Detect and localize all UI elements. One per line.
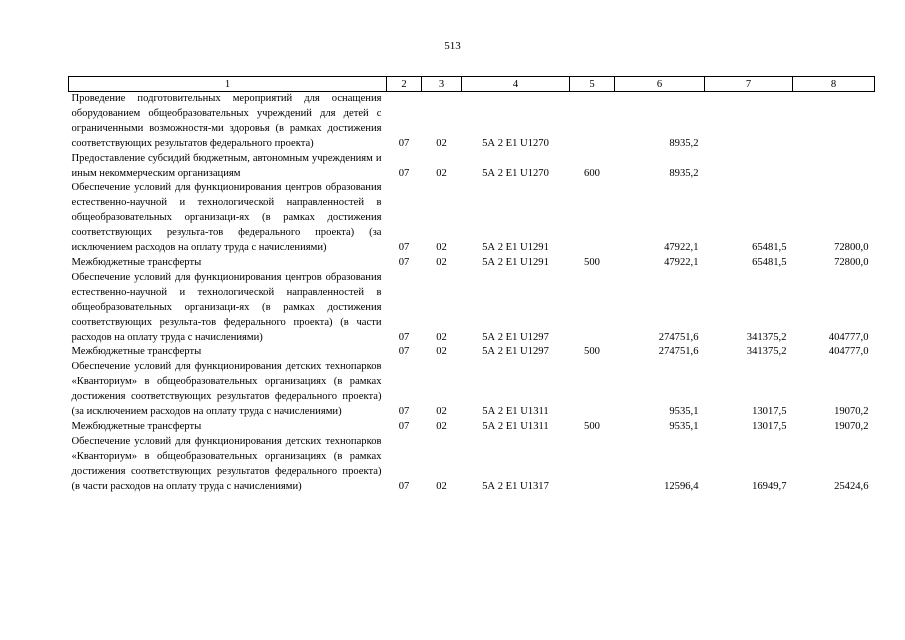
target-article-code: 5А 2 Е1 U1270 [482, 137, 549, 149]
section-code: 07 [398, 256, 410, 268]
subsection-code: 02 [436, 420, 447, 432]
table-row [69, 92, 875, 152]
expense-name: Обеспечение условий для функционирования детских технопарков «Кванториум» в общеобразовательных организациях (в рамках достижения соответствующих результатов федерального проекта) (за исключением расходов на оплату труда с начислениями) [71, 361, 382, 418]
expense-type-code [570, 360, 615, 420]
section-code: 07 [398, 167, 410, 179]
column-header: 1 [69, 77, 387, 92]
table-header [69, 77, 875, 92]
subsection-code: 02 [436, 406, 447, 418]
amount-year-2 [705, 152, 793, 182]
page-number: 513 [444, 40, 461, 52]
expense-type-code [570, 435, 615, 495]
section-code: 07 [398, 137, 410, 149]
amount-year-1: 8935,2 [669, 167, 699, 179]
subsection-code: 02 [436, 256, 447, 268]
table-row [69, 181, 875, 256]
amount-year-2: 13017,5 [752, 406, 787, 418]
table-row [69, 152, 875, 182]
expense-name: Предоставление субсидий бюджетным, автономным учреждениям и иным некоммерческим организациям [71, 152, 382, 179]
table-row [69, 360, 875, 420]
budget-table [68, 76, 875, 494]
section-code: 07 [398, 480, 410, 492]
section-code: 07 [398, 242, 410, 254]
amount-year-2: 65481,5 [752, 256, 787, 268]
amount-year-2: 13017,5 [752, 420, 787, 432]
expense-name: Обеспечение условий для функционирования детских технопарков «Кванториум» в общеобразовательных организациях (в рамках достижения соответствующих результатов федерального проекта) (в части расходов на оплату труда с начислениями) [71, 435, 382, 492]
table-row [69, 345, 875, 360]
amount-year-1: 47922,1 [664, 242, 699, 254]
section-code: 07 [398, 331, 410, 343]
target-article-code: 5А 2 Е1 U1297 [482, 346, 549, 358]
target-article-code: 5А 2 Е1 U1297 [482, 331, 549, 343]
amount-year-1: 274751,6 [658, 331, 699, 343]
expense-type-code: 500 [584, 256, 600, 268]
amount-year-3 [793, 92, 875, 152]
target-article-code: 5А 2 Е1 U1311 [482, 420, 549, 432]
amount-year-1: 12596,4 [664, 480, 699, 492]
amount-year-2: 65481,5 [752, 242, 787, 254]
table-row [69, 271, 875, 346]
expense-type-code: 500 [584, 420, 600, 432]
column-header: 6 [615, 77, 705, 92]
amount-year-1: 8935,2 [669, 137, 699, 149]
expense-name: Проведение подготовительных мероприятий для оснащения оборудованием общеобразовательных учреждений для детей с ограниченными возможностя-ми здоровья (в рамках достижения соответствующих результатов федерального проекта) [71, 93, 382, 149]
column-header: 2 [387, 77, 422, 92]
subsection-code: 02 [436, 137, 447, 149]
expense-type-code [570, 271, 615, 346]
subsection-code: 02 [436, 331, 447, 343]
table-body [69, 92, 875, 495]
table-row [69, 256, 875, 271]
amount-year-3: 19070,2 [834, 406, 869, 418]
target-article-code: 5А 2 Е1 U1270 [482, 167, 549, 179]
amount-year-2: 16949,7 [752, 480, 787, 492]
amount-year-2 [705, 92, 793, 152]
amount-year-1: 9535,1 [669, 420, 699, 432]
column-header: 7 [705, 77, 793, 92]
column-header: 3 [422, 77, 462, 92]
amount-year-2: 341375,2 [746, 331, 787, 343]
amount-year-2: 341375,2 [746, 346, 787, 358]
column-header: 8 [793, 77, 875, 92]
column-header: 4 [462, 77, 570, 92]
amount-year-3: 25424,6 [834, 480, 869, 492]
expense-name: Межбюджетные трансферты [71, 420, 202, 432]
target-article-code: 5А 2 Е1 U1317 [482, 480, 549, 492]
amount-year-3: 404777,0 [828, 346, 869, 358]
subsection-code: 02 [436, 346, 447, 358]
table-header-row [69, 77, 875, 92]
amount-year-3: 19070,2 [834, 420, 869, 432]
expense-type-code: 600 [584, 167, 600, 179]
target-article-code: 5А 2 Е1 U1311 [482, 406, 549, 418]
amount-year-3: 72800,0 [834, 242, 869, 254]
amount-year-3: 72800,0 [834, 256, 869, 268]
expense-name: Обеспечение условий для функционирования центров образования естественно-научной и технологической направленностей в общеобразовательных организаци-ях (в рамках достижения соответствующих результа-тов федерального проекта) (в части расходов на оплату труда с начислениями) [71, 271, 382, 343]
amount-year-1: 9535,1 [669, 406, 699, 418]
expense-name: Обеспечение условий для функционирования центров образования естественно-научной и технологической направленностей в общеобразовательных организаци-ях (в рамках достижения соответствующих результа-тов федерального проекта) (за исключением расходов на оплату труда с начислениями) [71, 182, 382, 254]
expense-name: Межбюджетные трансферты [71, 346, 202, 358]
target-article-code: 5А 2 Е1 U1291 [482, 256, 549, 268]
amount-year-3 [793, 152, 875, 182]
expense-type-code: 500 [584, 346, 600, 358]
table-row [69, 420, 875, 435]
section-code: 07 [398, 420, 410, 432]
section-code: 07 [398, 346, 410, 358]
table-row [69, 435, 875, 495]
target-article-code: 5А 2 Е1 U1291 [482, 242, 549, 254]
subsection-code: 02 [436, 480, 447, 492]
subsection-code: 02 [436, 242, 447, 254]
amount-year-3: 404777,0 [828, 331, 869, 343]
expense-name: Межбюджетные трансферты [71, 256, 202, 268]
section-code: 07 [398, 406, 410, 418]
subsection-code: 02 [436, 167, 447, 179]
column-header: 5 [570, 77, 615, 92]
expense-type-code [570, 92, 615, 152]
amount-year-1: 47922,1 [664, 256, 699, 268]
expense-type-code [570, 181, 615, 256]
amount-year-1: 274751,6 [658, 346, 699, 358]
